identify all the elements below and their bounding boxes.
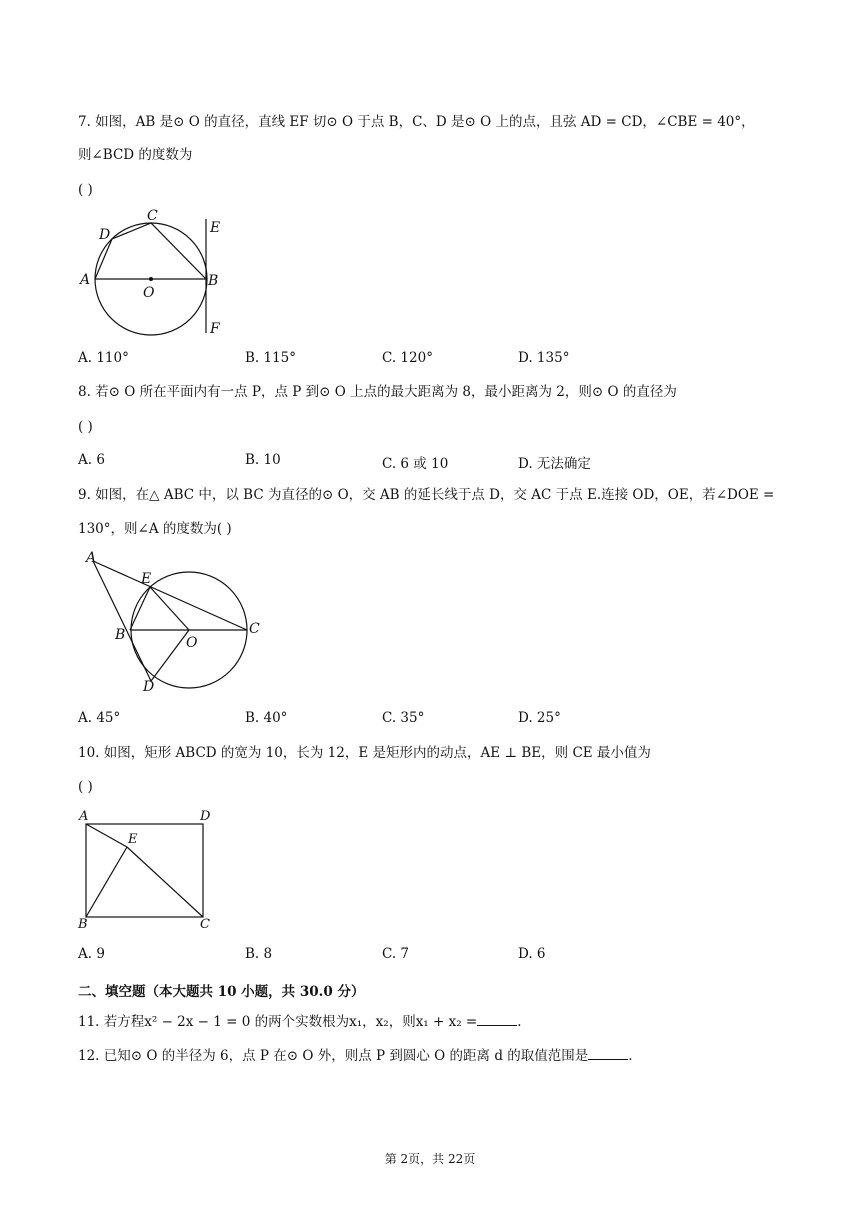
q10-label-e: E — [128, 832, 138, 847]
q12-period: . — [628, 1048, 633, 1064]
q8-option-c[interactable]: C. 6 或 10 — [382, 456, 449, 472]
q7-label-a: A — [80, 272, 91, 288]
q8-stem: 8. 若⊙ O 所在平面内有一点 P，点 P 到⊙ O 上点的最大距离为 8，最小距离为 2，则⊙ O 的直径为 — [78, 384, 677, 400]
q7-stem-line1: 7. 如图，AB 是⊙ O 的直径，直线 EF 切⊙ O 于点 B，C、D 是⊙ O 上的点，且弦 AD = CD，∠CBE = 40°， — [78, 114, 755, 130]
q7-label-b: B — [208, 273, 219, 289]
q7-paren: ( ) — [78, 182, 93, 198]
q9-option-c[interactable]: C. 35° — [382, 710, 425, 726]
q12-stem — [78, 1047, 633, 1065]
q10-option-a[interactable]: A. 9 — [78, 946, 105, 962]
q7-label-d: D — [99, 227, 111, 243]
q7-option-c[interactable]: C. 120° — [382, 350, 433, 366]
q10-option-d[interactable]: D. 6 — [518, 946, 546, 962]
q7-stem-line2: 则∠BCD 的度数为 — [78, 147, 193, 163]
q7-label-c: C — [147, 208, 158, 224]
q10-paren: ( ) — [78, 779, 93, 795]
q7-option-d[interactable]: D. 135° — [518, 350, 570, 366]
q12-answer-blank[interactable] — [588, 1047, 628, 1060]
q10-figure — [76, 806, 226, 931]
q10-label-b: B — [78, 917, 88, 932]
q10-stem: 10. 如图，矩形 ABCD 的宽为 10，长为 12，E 是矩形内的动点，AE ⊥ BE，则 CE 最小值为 — [78, 745, 651, 761]
q9-label-o: O — [186, 635, 198, 651]
q11-answer-blank[interactable] — [477, 1013, 517, 1026]
q10-label-a: A — [79, 809, 89, 824]
q11-period: . — [517, 1014, 522, 1030]
q10-label-c: C — [200, 917, 210, 932]
section-heading: 二、填空题（本大题共 10 小题，共 30.0 分） — [78, 984, 365, 1000]
page-footer: 第 2页，共 22页 — [384, 1152, 476, 1166]
q9-stem-line2: 130°，则∠A 的度数为( ) — [78, 521, 232, 537]
q10-label-d: D — [200, 809, 211, 824]
q9-label-e: E — [141, 571, 152, 587]
q9-label-a: A — [86, 550, 97, 566]
q9-option-a[interactable]: A. 45° — [78, 710, 121, 726]
q11-text: 11. 若方程x² − 2x − 1 = 0 的两个实数根为x₁，x₂，则x₁ + x₂ = — [78, 1014, 478, 1030]
q9-option-d[interactable]: D. 25° — [518, 710, 561, 726]
q7-label-f: F — [210, 321, 220, 337]
q9-option-b[interactable]: B. 40° — [245, 710, 288, 726]
q7-label-e: E — [210, 220, 221, 236]
q8-option-d[interactable]: D. 无法确定 — [518, 456, 591, 472]
q11-stem — [78, 1013, 522, 1031]
q8-paren: ( ) — [78, 419, 93, 435]
q10-option-c[interactable]: C. 7 — [382, 946, 410, 962]
q10-option-b[interactable]: B. 8 — [245, 946, 273, 962]
q9-label-c: C — [249, 621, 260, 637]
q9-stem-line1: 9. 如图，在△ ABC 中，以 BC 为直径的⊙ O，交 AB 的延长线于点 D，交 AC 于点 E.连接 OD，OE，若∠DOE = — [78, 487, 775, 503]
q9-figure — [82, 545, 282, 695]
q7-label-o: O — [143, 285, 155, 301]
q8-option-a[interactable]: A. 6 — [78, 452, 105, 468]
q7-option-a[interactable]: A. 110° — [78, 350, 129, 366]
q8-option-b[interactable]: B. 10 — [245, 452, 281, 468]
q9-label-d: D — [143, 679, 155, 695]
q9-label-b: B — [115, 627, 126, 643]
q7-figure — [75, 205, 235, 345]
q7-option-b[interactable]: B. 115° — [245, 350, 297, 366]
q12-text: 12. 已知⊙ O 的半径为 6，点 P 在⊙ O 外，则点 P 到圆心 O 的距离 d 的取值范围是 — [78, 1048, 589, 1064]
